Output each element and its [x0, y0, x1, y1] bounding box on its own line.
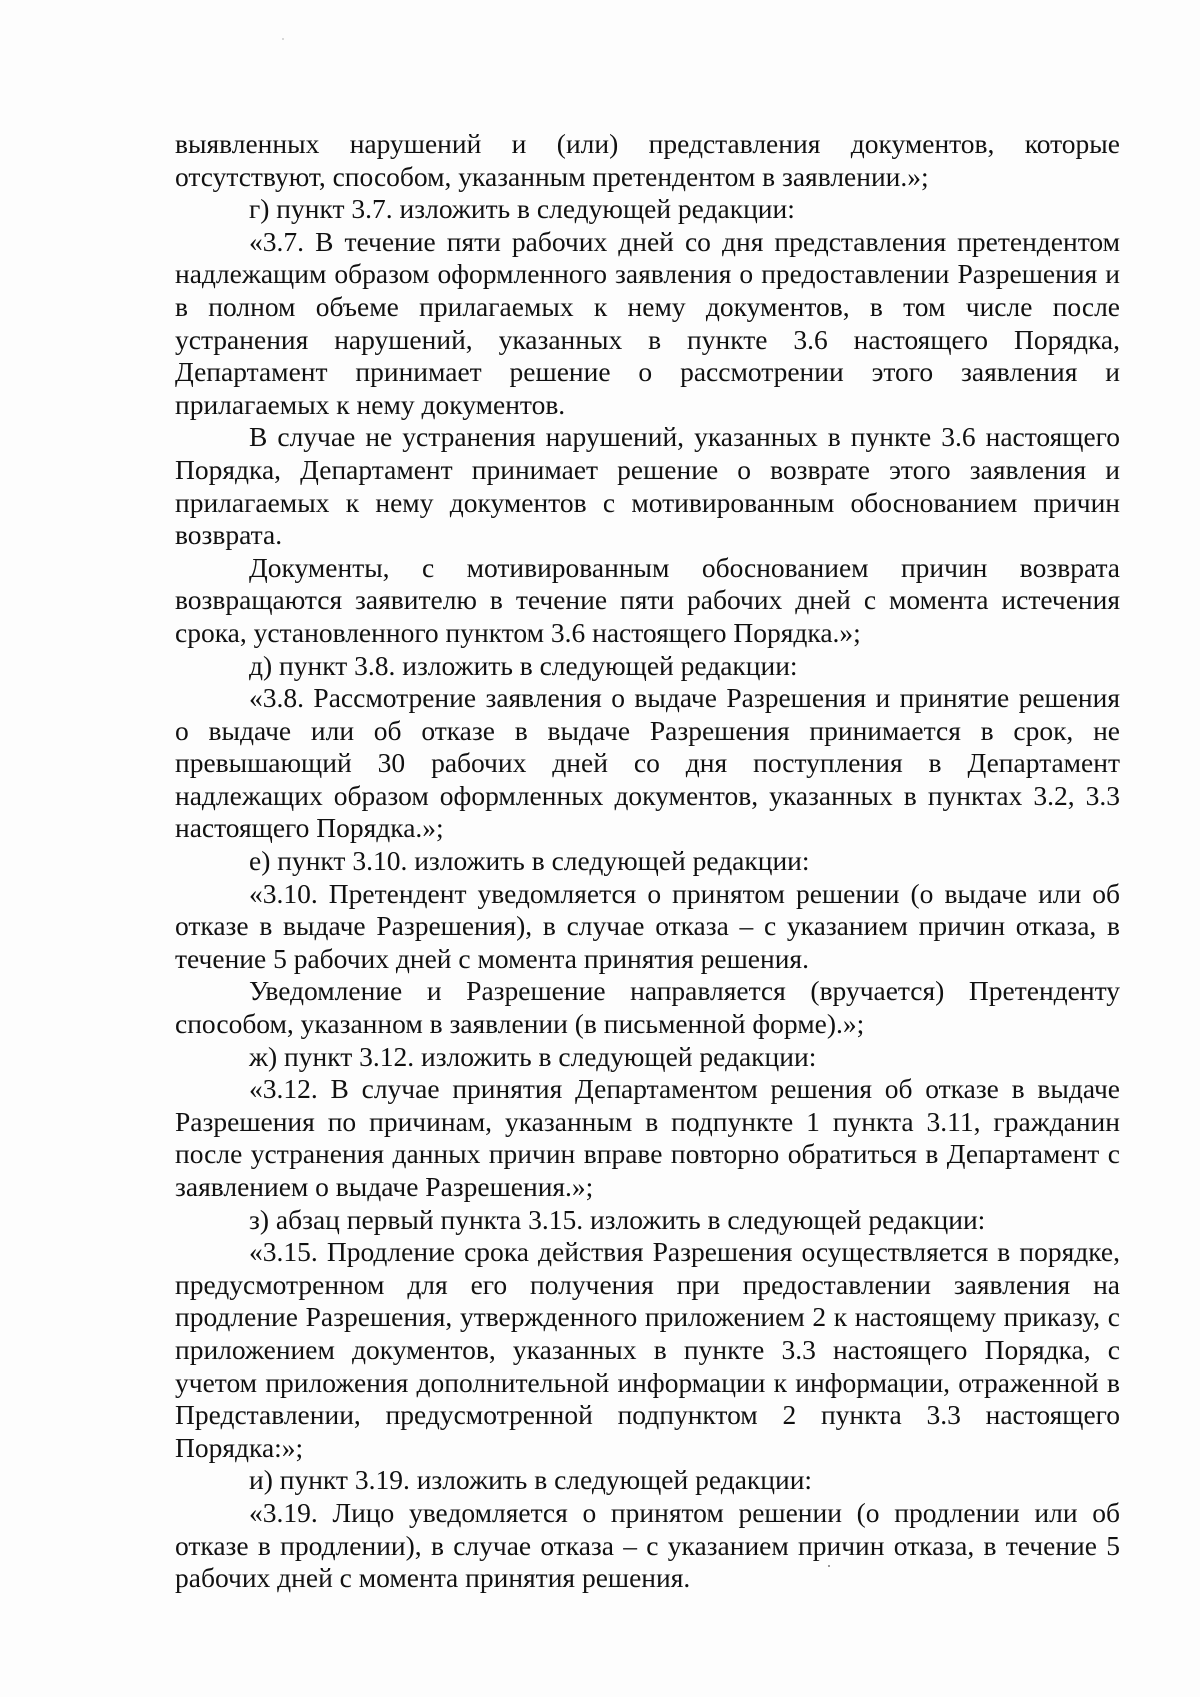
scan-speck — [282, 38, 284, 40]
paragraph-3-12: «3.12. В случае принятия Департаментом решения об отказе в выдаче Разрешения по причинам, указанным в подпункте 1 пункта 3.11, гражданин после устранения данных причин вправе повторно обратиться в Департамент с заявлением о выдаче Разрешения.»; — [175, 1073, 1120, 1202]
paragraph-3-19: «3.19. Лицо уведомляется о принятом решении (о продлении или об отказе в продлении), в случае отказа – с указанием причин отказа, в течение 5 рабочих дней с момента принятия решения. — [175, 1496, 1120, 1594]
paragraph-3-8: «3.8. Рассмотрение заявления о выдаче Разрешения и принятие решения о выдаче или об отказе в выдаче Разрешения принимается в срок, не превышающий 30 рабочих дней со дня поступления в Департамент надлежащих образом оформленных документов, указанных в пунктах 3.2, 3.3 настоящего Порядка.»; — [175, 682, 1120, 844]
paragraph-3-7-return: В случае не устранения нарушений, указанных в пункте 3.6 настоящего Порядка, Департамент принимает решение о возврате этого заявления и прилагаемых к нему документов с мотивированным обоснованием причин возврата. — [175, 421, 1120, 551]
paragraph-3-7: «3.7. В течение пяти рабочих дней со дня представления претендентом надлежащим образом оформленного заявления о предоставлении Разрешения и в полном объеме прилагаемых к нему документов, в том числе после устранения нарушений, указанных в пункте 3.6 настоящего Порядка, Департамент принимает решение о рассмотрении этого заявления и прилагаемых к нему документов. — [175, 225, 1120, 420]
paragraph-3-7-documents: Документы, с мотивированным обоснованием причин возврата возвращаются заявителю в течение пяти рабочих дней с момента истечения срока, установленного пунктом 3.6 настоящего Порядка.»; — [175, 551, 1120, 648]
paragraph-item-g-heading: г) пункт 3.7. изложить в следующей редакции: — [249, 193, 795, 225]
paragraph-item-e-heading: е) пункт 3.10. изложить в следующей редакции: — [249, 845, 810, 877]
paragraph-continuation: выявленных нарушений и (или) представления документов, которые отсутствуют, способом, указанным претендентом в заявлении.»; — [175, 128, 1120, 192]
paragraph-item-i-heading: и) пункт 3.19. изложить в следующей редакции: — [249, 1464, 813, 1496]
paragraph-3-10-notice: Уведомление и Разрешение направляется (вручается) Претенденту способом, указанном в заявлении (в письменной форме).»; — [175, 975, 1120, 1040]
paragraph-3-10: «3.10. Претендент уведомляется о принятом решении (о выдаче или об отказе в выдаче Разрешения), в случае отказа – с указанием причин отказа, в течение 5 рабочих дней с момента принятия решения. — [175, 877, 1120, 974]
paragraph-item-z-heading: з) абзац первый пункта 3.15. изложить в следующей редакции: — [249, 1203, 986, 1235]
paragraph-item-d-heading: д) пункт 3.8. изложить в следующей редакции: — [249, 649, 798, 681]
scan-speck — [828, 1565, 830, 1567]
document-body — [175, 128, 1120, 1595]
paragraph-3-15: «3.15. Продление срока действия Разрешения осуществляется в порядке, предусмотренном для его получения при предоставлении заявления на продление Разрешения, утвержденного приложением 2 к настоящему приказу, с приложением документов, указанных в пункте 3.3 настоящего Порядка, с учетом приложения дополнительной информации к информации, отраженной в Представлении, предусмотренной подпунктом 2 пункта 3.3 настоящего Порядка:»; — [175, 1236, 1120, 1463]
paragraph-item-zh-heading: ж) пункт 3.12. изложить в следующей редакции: — [249, 1040, 817, 1072]
